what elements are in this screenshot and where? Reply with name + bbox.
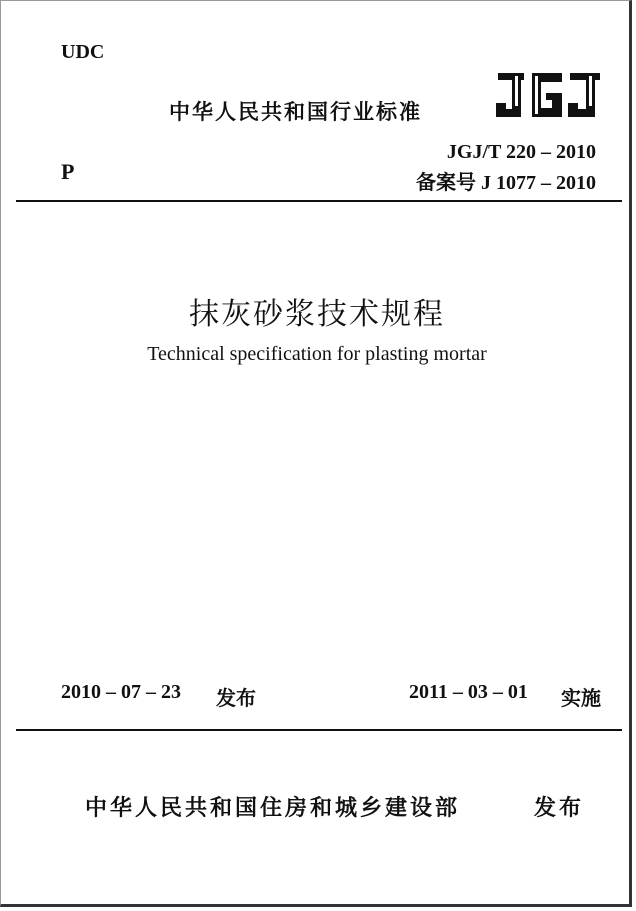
publisher: 中华人民共和国住房和城乡建设部 — [85, 796, 461, 821]
bottom-divider — [16, 729, 622, 731]
title-english: Technical specification for plasting mortar — [147, 343, 487, 365]
implement-label: 实施 — [561, 686, 601, 710]
issue-label: 发布 — [216, 686, 256, 710]
implement-date: 2011 – 03 – 01 — [409, 681, 528, 703]
top-divider — [16, 200, 622, 202]
standard-type: 中华人民共和国行业标准 — [169, 100, 422, 124]
publish-label: 发布 — [534, 796, 585, 821]
title-chinese: 抹灰砂浆技术规程 — [189, 297, 445, 332]
udc-label: UDC — [61, 41, 105, 63]
jgj-logo — [494, 65, 606, 121]
standard-number: JGJ/T 220 – 2010 — [446, 141, 596, 163]
category-label: P — [61, 159, 75, 184]
issue-date: 2010 – 07 – 23 — [61, 681, 181, 703]
record-number: 备案号 J 1077 – 2010 — [416, 172, 596, 194]
